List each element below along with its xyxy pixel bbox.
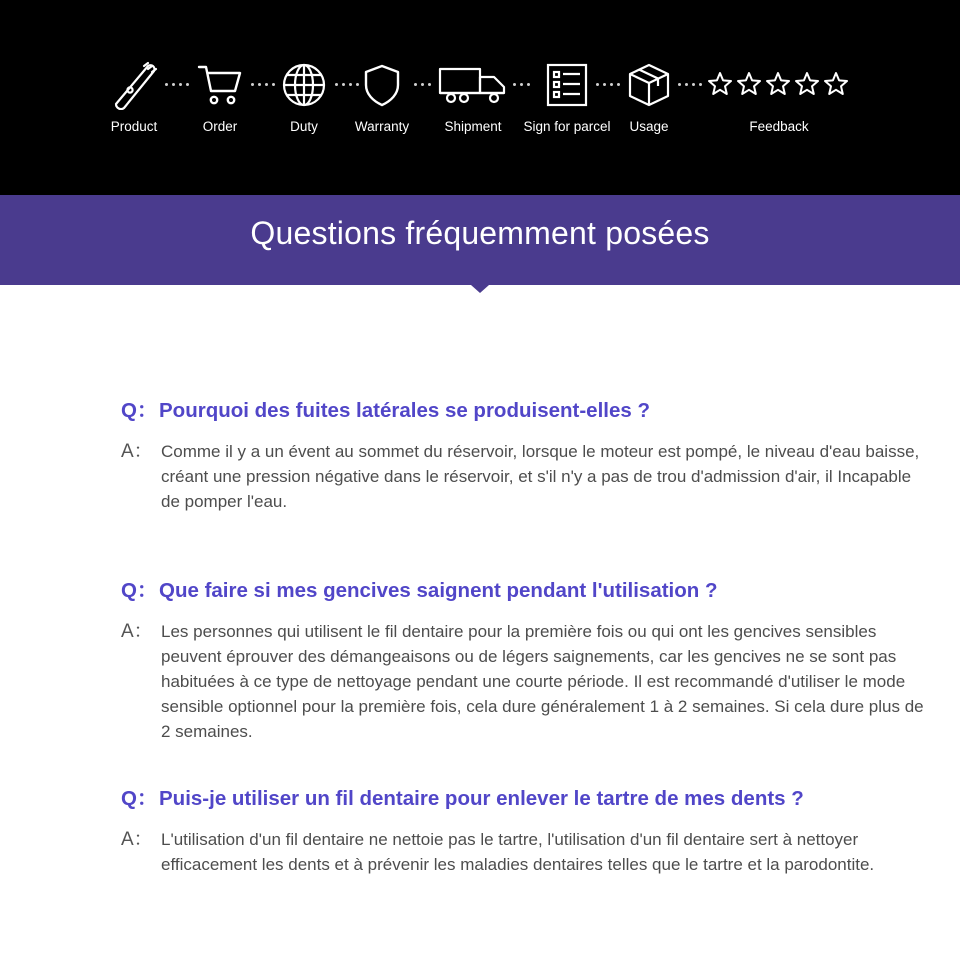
banner-pointer bbox=[471, 285, 489, 293]
answer-text: L'utilisation d'un fil dentaire ne nettoie pas le tartre, l'utilisation d'un fil dentaire sert à nettoyer efficacement les dents et à prévenir les maladies dentaires telles que le tartre et la parodontite. bbox=[161, 830, 875, 874]
faq-item bbox=[121, 393, 931, 514]
step-label: Order bbox=[202, 119, 238, 134]
page-title: Questions fréquemment posées bbox=[250, 215, 710, 251]
question-marker: Q： bbox=[121, 787, 158, 810]
dots-connector bbox=[414, 83, 431, 86]
step-label: Feedback bbox=[749, 119, 809, 134]
step-warranty bbox=[350, 60, 414, 134]
step-duty bbox=[280, 60, 328, 134]
dots-connector bbox=[596, 83, 620, 86]
globe-icon bbox=[281, 60, 327, 110]
step-order bbox=[193, 60, 247, 134]
faq-question bbox=[121, 393, 931, 423]
faq-answer bbox=[121, 827, 931, 877]
faq-question bbox=[121, 573, 931, 603]
faq-question bbox=[121, 781, 931, 811]
step-label: Warranty bbox=[354, 119, 410, 134]
toothbrush-icon bbox=[108, 60, 160, 110]
step-shipment bbox=[438, 60, 508, 134]
step-usage bbox=[623, 60, 675, 134]
question-text: Que faire si mes gencives saignent pendant l'utilisation ? bbox=[159, 579, 718, 602]
faq-item bbox=[121, 573, 931, 744]
question-marker: Q： bbox=[121, 399, 158, 422]
question-text: Puis-je utiliser un fil dentaire pour enlever le tartre de mes dents ? bbox=[159, 787, 804, 810]
dots-connector bbox=[678, 83, 702, 86]
truck-icon bbox=[438, 60, 508, 110]
answer-marker: A： bbox=[121, 829, 153, 850]
question-text: Pourquoi des fuites latérales se produisent-elles ? bbox=[159, 399, 650, 422]
step-label: Shipment bbox=[444, 119, 502, 134]
faq-answer bbox=[121, 619, 931, 744]
step-label: Product bbox=[110, 119, 158, 134]
process-steps-bar bbox=[0, 0, 960, 195]
checklist-icon bbox=[545, 60, 589, 110]
faq-answer bbox=[121, 439, 931, 514]
step-label: Usage bbox=[629, 119, 669, 134]
step-sign-for-parcel bbox=[517, 60, 617, 134]
answer-marker: A： bbox=[121, 441, 153, 462]
answer-marker: A： bbox=[121, 621, 153, 642]
step-feedback bbox=[706, 60, 852, 134]
dots-connector bbox=[251, 83, 275, 86]
faq-item bbox=[121, 781, 931, 877]
dots-connector bbox=[165, 83, 189, 86]
answer-text: Comme il y a un évent au sommet du réservoir, lorsque le moteur est pompé, le niveau d'eau baisse, créant une pression négative dans le réservoir, et s'il n'y a pas de trou d'admission d'air, il Incapable de pomper l'eau. bbox=[161, 442, 920, 511]
answer-text: Les personnes qui utilisent le fil dentaire pour la première fois ou qui ont les gencives sensibles peuvent éprouver des démangeaisons ou de légers saignements, car les gencives ne se sont pas habituées à ce type de nettoyage pendant une courte période. Il est recommandé d'utiliser le mode sensible optionnel pour la première fois, cela dure généralement 1 à 2 semaines. Si cela dure plus de 2 semaines. bbox=[161, 622, 924, 741]
shield-icon bbox=[362, 60, 402, 110]
question-marker: Q： bbox=[121, 579, 158, 602]
step-label: Duty bbox=[290, 119, 318, 134]
title-banner bbox=[0, 195, 960, 285]
shopping-cart-icon bbox=[196, 60, 244, 110]
five-stars-icon bbox=[706, 60, 852, 110]
step-label: Sign for parcel bbox=[523, 119, 611, 134]
package-icon bbox=[626, 60, 672, 110]
step-product bbox=[105, 60, 163, 134]
